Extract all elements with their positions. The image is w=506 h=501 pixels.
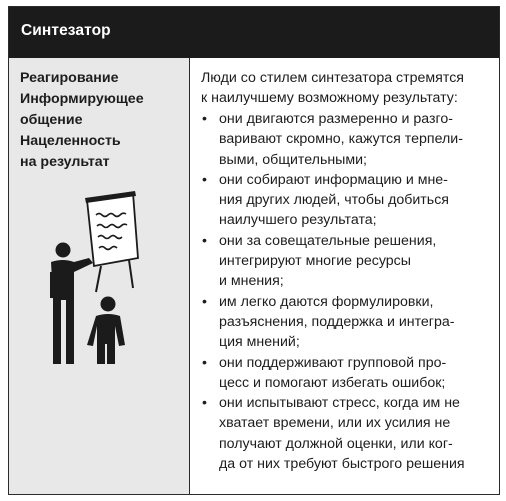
intro-line: Люди со стилем синтезатора стремятся: [201, 70, 464, 86]
list-item-line: они двигаются размеренно и разго-: [219, 111, 453, 127]
list-item: [201, 353, 465, 394]
list-item-line: наилучшего результата;: [219, 212, 377, 229]
listener-figure-icon: [87, 297, 125, 365]
list-item-line: они испытывают стресс, когда им не: [219, 395, 460, 412]
header-title: Синтезатор: [21, 22, 111, 39]
list-item: [201, 292, 465, 353]
list-item-line: хватает времени, или их усилия не: [219, 415, 451, 432]
list-item-line: получают должной оценки, или ког-: [219, 435, 453, 452]
bullet-icon: •: [202, 354, 207, 371]
info-table: [8, 6, 500, 495]
list-item-line: варивают скромно, кажутся терпели-: [219, 131, 463, 148]
list-item-line: и мнения;: [219, 273, 284, 290]
intro-text: [201, 68, 464, 109]
list-item-line: разъяснения, поддержка и интегра-: [219, 313, 455, 330]
table-header: [9, 7, 499, 58]
list-item-line: ция мнений;: [219, 334, 300, 351]
left-term: общение: [20, 112, 83, 128]
list-item-line: ния других людей, чтобы добиться: [219, 192, 449, 209]
bullet-icon: •: [202, 395, 207, 412]
bullet-icon: •: [202, 293, 207, 310]
flipchart-icon: [85, 191, 138, 292]
list-item-line: да от них требуют быстрого решения: [219, 456, 465, 473]
list-item-line: интегрируют многие ресурсы: [219, 253, 411, 270]
intro-line: к наилучшему возможному результату:: [201, 90, 458, 107]
list-item: [201, 231, 465, 292]
bullet-list: [201, 109, 465, 474]
left-term: Нацеленность: [20, 133, 121, 149]
list-item-line: им легко даются формулировки,: [219, 293, 434, 310]
left-term: Информирующее: [20, 91, 144, 107]
left-term: на результат: [20, 154, 110, 170]
list-item-line: они за совещательные решения,: [219, 232, 437, 249]
list-item: [201, 109, 465, 170]
list-item-line: они собирают информацию и мне-: [219, 171, 448, 188]
list-item: [201, 170, 465, 231]
bullet-icon: •: [202, 232, 207, 249]
bullet-icon: •: [202, 171, 207, 188]
left-terms: [20, 68, 144, 173]
left-term: Реагирование: [20, 70, 119, 86]
left-column: [9, 58, 190, 494]
list-item-line: цесс и помогают избегать ошибок;: [219, 374, 446, 391]
list-item: [201, 393, 465, 474]
presenter-figure-icon: [50, 243, 93, 365]
list-item-line: выми, общительными;: [219, 151, 367, 168]
right-column: [190, 58, 499, 494]
list-item-line: они поддерживают групповой про-: [219, 354, 447, 371]
bullet-icon: •: [202, 111, 207, 127]
presenter-illustration: [41, 188, 161, 378]
